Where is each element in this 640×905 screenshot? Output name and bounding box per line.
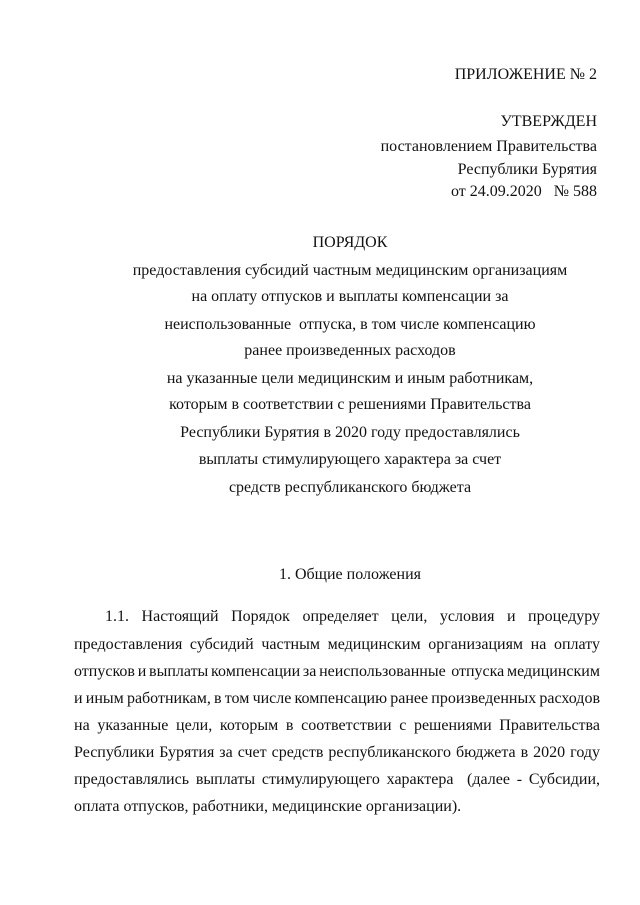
title-line: на указанные цели медицинским и иным работникам, — [166, 370, 534, 387]
paragraph-line-text: оплата отпусков, работники, медицинские организации). — [74, 798, 462, 815]
paragraph-line — [74, 770, 600, 790]
title-line: средств республиканского бюджета — [228, 479, 472, 496]
paragraph-line — [74, 743, 600, 763]
paragraph-line-text: Республики Бурятия за счет средств республиканского бюджета в 2020 году — [74, 744, 600, 761]
paragraph-line-text: предоставления субсидий частным медицинским организациям на оплату — [74, 636, 600, 653]
paragraph-line-text: предоставлялись выплаты стимулирующего характера (далее - Субсидии, — [74, 771, 600, 788]
paragraph-line — [74, 662, 600, 682]
paragraph-line — [74, 716, 600, 736]
paragraph-line-text: и иным работникам, в том числе компенсацию ранее произведенных расходов — [74, 690, 600, 707]
title-line: которым в соответствии с решениями Правительства — [169, 396, 531, 413]
paragraph-line — [74, 689, 600, 709]
paragraph-line-text: отпусков и выплаты компенсации за неиспользованные отпуска медицинским — [74, 663, 600, 680]
paragraph-line — [74, 797, 600, 817]
title-line: предоставления субсидий частным медицинским организациям — [132, 262, 568, 279]
title-line: на оплату отпусков и выплаты компенсации за — [191, 288, 509, 305]
title-line: ранее произведенных расходов — [244, 342, 456, 359]
title-line: выплаты стимулирующего характера за счет — [198, 451, 502, 468]
section-heading: 1. Общие положения — [278, 566, 422, 583]
paragraph-line-text: на указанные цели, которым в соответствии с решениями Правительства — [74, 717, 600, 734]
document-title: ПОРЯДОК — [312, 234, 388, 251]
title-line: неиспользованные отпуска, в том числе компенсацию — [164, 316, 536, 333]
appendix-label: ПРИЛОЖЕНИЕ № 2 — [454, 66, 597, 83]
approved-line: от 24.09.2020 № 588 — [450, 183, 597, 200]
approved-line: Республики Бурятия — [457, 161, 597, 178]
approved-label: УТВЕРЖДЕН — [500, 113, 597, 130]
paragraph-line — [74, 635, 600, 655]
title-line: Республики Бурятия в 2020 году предоставлялись — [180, 424, 520, 441]
approved-line: постановлением Правительства — [380, 138, 597, 155]
paragraph-line-text: 1.1. Настоящий Порядок определяет цели, условия и процедуру — [105, 608, 600, 625]
paragraph-line — [105, 607, 600, 627]
